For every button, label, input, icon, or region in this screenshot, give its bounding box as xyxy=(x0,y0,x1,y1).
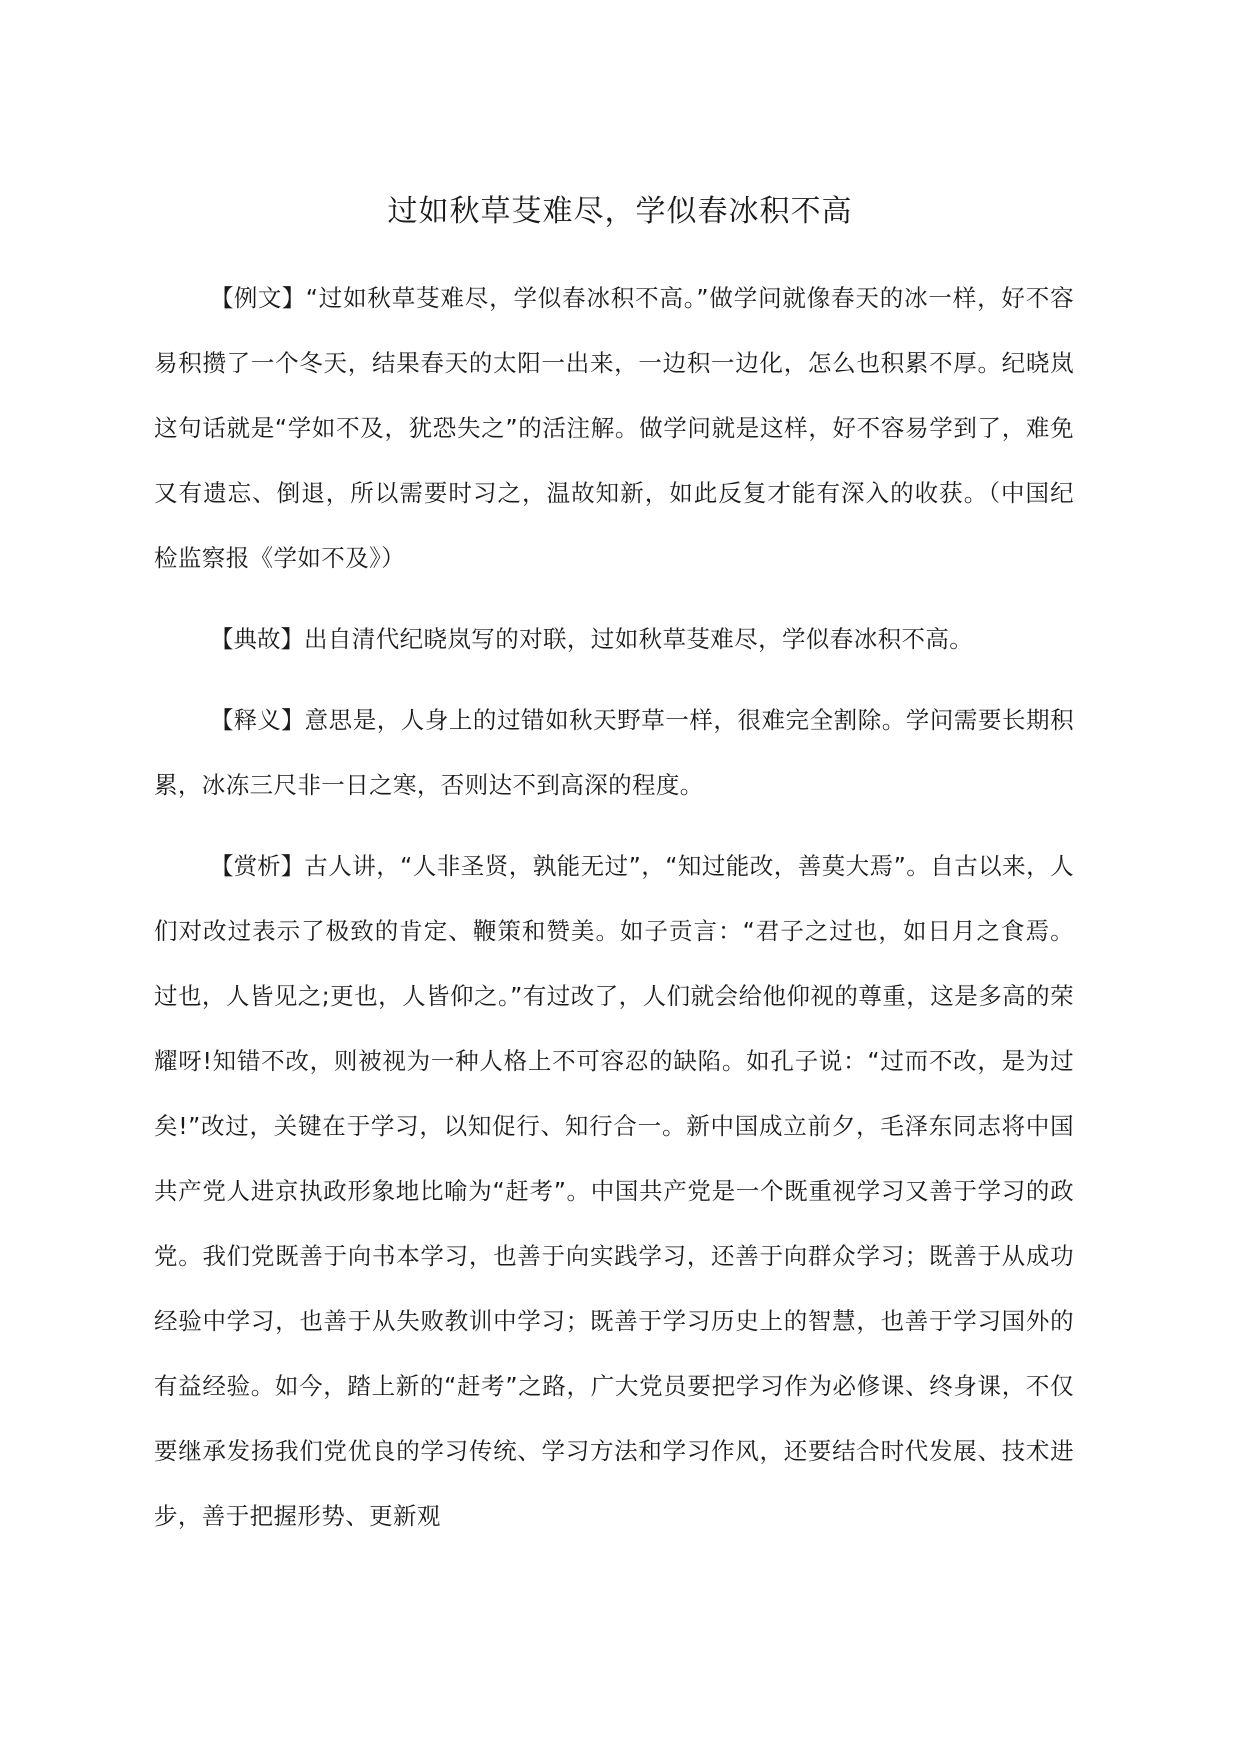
section-text-appreciation: 古人讲，“人非圣贤，孰能无过”，“知过能改，善莫大焉”。自古以来，人们对改过表示了极致的肯定、鞭策和赞美。如子贡言：“君子之过也，如日月之食焉。过也，人皆见之;更也，人皆仰之。”有过改了，人们就会给他仰视的尊重，这是多高的荣耀呀!知错不改，则被视为一种人格上不可容忍的缺陷。如孔子说：“过而不改，是为过矣!”改过，关键在于学习，以知促行、知行合一。新中国成立前夕，毛泽东同志将中国共产党人进京执政形象地比喻为“赶考”。中国共产党是一个既重视学习又善于学习的政党。我们党既善于向书本学习，也善于向实践学习，还善于向群众学习；既善于从成功经验中学习，也善于从失败教训中学习；既善于学习历史上的智慧，也善于学习国外的有益经验。如今，踏上新的“赶考”之路，广大党员要把学习作为必修课、终身课，不仅要继承发扬我们党优良的学习传统、学习方法和学习作风，还要结合时代发展、技术进步，善于把握形势、更新观 xyxy=(154,852,1074,1530)
section-text-meaning: 意思是，人身上的过错如秋天野草一样，很难完全割除。学问需要长期积累，冰冻三尺非一日之寒，否则达不到高深的程度。 xyxy=(154,706,1074,799)
document-title: 过如秋草芟难尽，学似春冰积不高 xyxy=(387,194,853,229)
section-text-example: “过如秋草芟难尽，学似春冰积不高。”做学问就像春天的冰一样，好不容易积攒了一个冬天，结果春天的太阳一出来，一边积一边化，怎么也积累不厚。纪晓岚这句话就是“学如不及，犹恐失之”的活注解。做学问就是这样，好不容易学到了，难免又有遗忘、倒退，所以需要时习之，温故知新，如此反复才能有深入的收获。（中国纪检监察报《学如不及》） xyxy=(154,284,1074,572)
section-tag-meaning: 【释义】 xyxy=(210,706,305,734)
section-tag-allusion: 【典故】 xyxy=(210,625,304,653)
paragraph-meaning xyxy=(154,688,1074,818)
section-tag-example: 【例文】 xyxy=(210,284,306,312)
document-body xyxy=(154,266,1074,1565)
paragraph-appreciation xyxy=(154,834,1074,1549)
paragraph-example xyxy=(154,266,1074,591)
section-tag-appreciation: 【赏析】 xyxy=(210,852,305,880)
paragraph-allusion xyxy=(154,607,1074,672)
section-text-allusion: 出自清代纪晓岚写的对联，过如秋草芟难尽，学似春冰积不高。 xyxy=(304,625,974,653)
